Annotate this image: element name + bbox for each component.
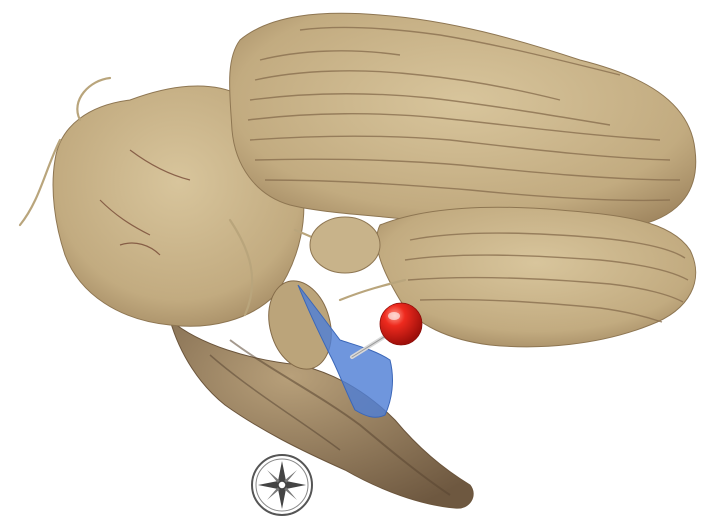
pin-head [380, 303, 422, 345]
flocculus [310, 217, 380, 273]
pin-highlight [388, 312, 400, 320]
compass-rose-icon[interactable] [252, 455, 312, 515]
